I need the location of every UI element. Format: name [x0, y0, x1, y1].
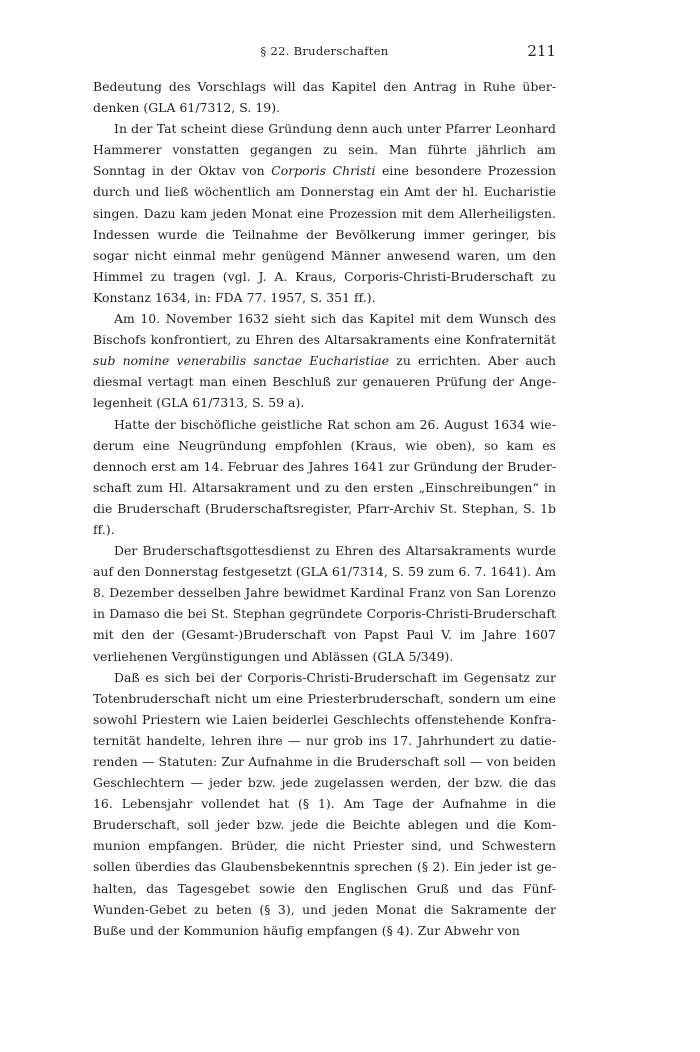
paragraph [93, 667, 556, 941]
paragraph [93, 540, 556, 667]
text-run: eine besondere Prozession durch und ließ wöchentlich am Donnerstag ein Amt der hl. Eucharistie singen. Dazu kam jeden Monat eine Prozession mit dem Allerheiligsten. Indessen wurde die Teilnahme der Bevölkerung immer geringer, bis sogar nicht einmal mehr genügend Männer anwesend waren, um den Himmel zu tragen (vgl. J. A. Kraus, Corporis-Christi-Bruderschaft zu Konstanz 1634, in: FDA 77. 1957, S. 351 ff.). [93, 163, 556, 305]
running-title: § 22. Bruderschaften [260, 44, 389, 58]
paragraph [93, 118, 556, 308]
paragraph [93, 76, 556, 118]
running-header [93, 38, 556, 70]
page-number: 211 [527, 42, 556, 60]
text-run: Daß es sich bei der Corporis-Christi-Bruderschaft im Gegensatz zur Totenbruderschaft nicht um eine Priesterbruderschaft, sondern um eine sowohl Priestern wie Laien beiderlei Geschlechts offenstehende Konfraternität handelte, lehren ihre — nur grob ins 17. Jahrhundert zu datierenden — Statuten: Zur Aufnahme in die Bruderschaft soll — von beiden Geschlechtern — jeder bzw. jede zugelassen werden, der bzw. die das 16. Lebensjahr vollendet hat (§ 1). Am Tage der Aufnahme in die Bruderschaft, soll jeder bzw. jede die Beichte ablegen und die Kommunion empfangen. Brüder, die nicht Priester sind, und Schwestern sollen überdies das Glaubensbekenntnis sprechen (§ 2). Ein jeder ist gehalten, das Tagesgebet sowie den Englischen Gruß und das Fünf-Wunden-Gebet zu beten (§ 3), und jeden Monat die Sakramente der Buße und der Kommunion häufig empfangen (§ 4). Zur Abwehr von [93, 669, 556, 938]
text-run: Der Bruderschaftsgottesdienst zu Ehren des Altarsakraments wurde auf den Donnerstag festgesetzt (GLA 61/7314, S. 59 zum 6. 7. 1641). Am 8. Dezember desselben Jahre bewidmet Kardinal Franz von San Lorenzo in Damaso die bei St. Stephan gegründete Corporis-Christi-Bruderschaft mit den der (Gesamt-)Bruderschaft von Papst Paul V. im Jahre 1607 verliehenen Vergünstigungen und Ablässen (GLA 5/349). [93, 543, 556, 664]
text-run: Bedeutung des Vorschlags will das Kapitel den Antrag in Ruhe überdenken (GLA 61/7312, S. 19). [93, 79, 556, 116]
text-run: Hatte der bischöfliche geistliche Rat schon am 26. August 1634 wiederum eine Neugründung empfohlen (Kraus, wie oben), so kam es dennoch erst am 14. Februar des Jahres 1641 zur Gründung der Bruderschaft zum Hl. Altarsakrament und zu den ersten „Einschreibungen“ in die Bruderschaft (Bruderschaftsregister, Pfarr-Archiv St. Stephan, S. 1b ff.). [93, 416, 556, 537]
book-page [93, 38, 556, 941]
body-text [93, 76, 556, 941]
italic-phrase: Corporis Christi [271, 163, 376, 179]
text-run: zu errichten. Aber auch diesmal vertagt man einen Beschluß zur genaueren Prüfung der Angelegenheit (GLA 61/7313, S. 59 a). [93, 353, 556, 411]
text-run: In der Tat scheint diese Gründung denn auch unter Pfarrer Leonhard Hammerer vonstatten gegangen zu sein. Man führte jährlich am Sonntag in der Oktav von [93, 121, 556, 179]
text-run: Am 10. November 1632 sieht sich das Kapitel mit dem Wunsch des Bischofs konfrontiert, zu Ehren des Altarsakraments eine Konfraternität [93, 311, 556, 348]
paragraph [93, 308, 556, 413]
italic-phrase: sub nomine venerabilis sanctae Eucharistiae [93, 353, 390, 369]
paragraph [93, 414, 556, 541]
